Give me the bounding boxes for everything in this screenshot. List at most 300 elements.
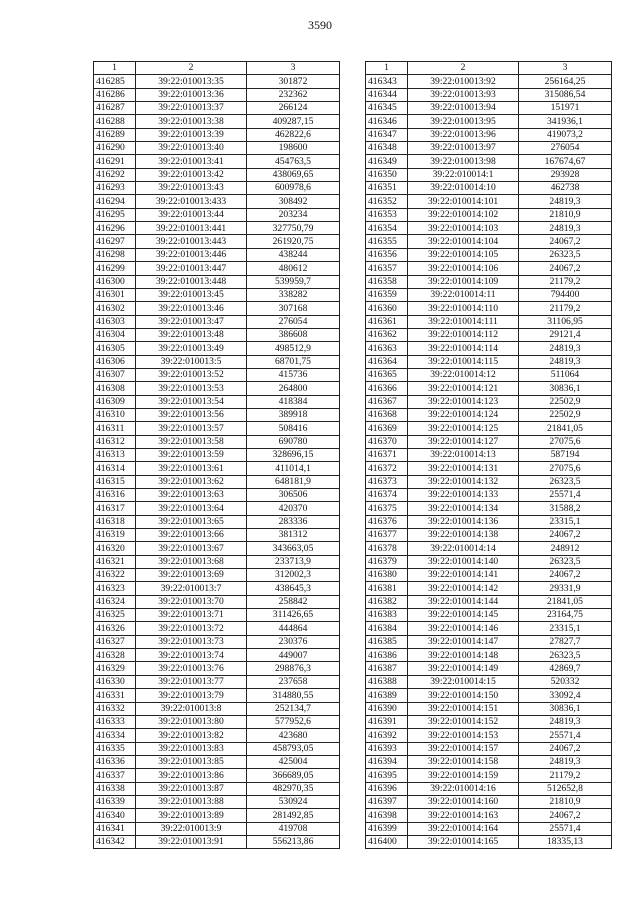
right-table xyxy=(365,61,612,849)
table-row xyxy=(94,422,340,435)
value-cell: 256164,25 xyxy=(519,75,612,88)
value-cell: 508416 xyxy=(247,422,340,435)
row-number-cell: 416338 xyxy=(94,782,136,795)
table-row xyxy=(366,288,612,301)
value-cell: 308492 xyxy=(247,195,340,208)
row-number-cell: 416334 xyxy=(94,729,136,742)
table-row xyxy=(94,702,340,715)
value-cell: 420370 xyxy=(247,502,340,515)
table-row xyxy=(94,102,340,115)
value-cell: 258842 xyxy=(247,595,340,608)
table-row xyxy=(94,195,340,208)
table-row xyxy=(366,689,612,702)
table-row xyxy=(366,729,612,742)
table-row xyxy=(366,769,612,782)
cadastral-number-cell: 39:22:010013:97 xyxy=(408,142,519,155)
row-number-cell: 416332 xyxy=(94,702,136,715)
value-cell: 577952,6 xyxy=(247,715,340,728)
cadastral-number-cell: 39:22:010013:98 xyxy=(408,155,519,168)
cadastral-number-cell: 39:22:010013:86 xyxy=(136,769,247,782)
value-cell: 68701,75 xyxy=(247,355,340,368)
row-number-cell: 416318 xyxy=(94,515,136,528)
row-number-cell: 416309 xyxy=(94,395,136,408)
column-header: 3 xyxy=(247,62,340,75)
table-row xyxy=(366,75,612,88)
cadastral-number-cell: 39:22:010014:14 xyxy=(408,542,519,555)
table-row xyxy=(366,555,612,568)
value-cell: 389918 xyxy=(247,408,340,421)
table-row xyxy=(366,675,612,688)
cadastral-number-cell: 39:22:010014:124 xyxy=(408,408,519,421)
cadastral-number-cell: 39:22:010013:63 xyxy=(136,489,247,502)
cadastral-number-cell: 39:22:010013:47 xyxy=(136,315,247,328)
table-row xyxy=(94,689,340,702)
cadastral-number-cell: 39:22:010014:110 xyxy=(408,302,519,315)
row-number-cell: 416371 xyxy=(366,448,408,461)
cadastral-number-cell: 39:22:010013:96 xyxy=(408,128,519,141)
cadastral-number-cell: 39:22:010013:5 xyxy=(136,355,247,368)
cadastral-number-cell: 39:22:010014:103 xyxy=(408,222,519,235)
value-cell: 24067,2 xyxy=(519,742,612,755)
value-cell: 386608 xyxy=(247,328,340,341)
row-number-cell: 416376 xyxy=(366,515,408,528)
value-cell: 381312 xyxy=(247,529,340,542)
cadastral-number-cell: 39:22:010013:67 xyxy=(136,542,247,555)
value-cell: 167674,67 xyxy=(519,155,612,168)
cadastral-number-cell: 39:22:010013:35 xyxy=(136,75,247,88)
table-row xyxy=(94,782,340,795)
table-row xyxy=(366,582,612,595)
table-row xyxy=(94,742,340,755)
value-cell: 237658 xyxy=(247,675,340,688)
cadastral-number-cell: 39:22:010014:13 xyxy=(408,448,519,461)
value-cell: 264800 xyxy=(247,382,340,395)
value-cell: 315086,54 xyxy=(519,88,612,101)
value-cell: 411014,1 xyxy=(247,462,340,475)
row-number-cell: 416336 xyxy=(94,755,136,768)
table-row xyxy=(94,128,340,141)
cadastral-number-cell: 39:22:010013:45 xyxy=(136,288,247,301)
row-number-cell: 416400 xyxy=(366,835,408,848)
row-number-cell: 416387 xyxy=(366,662,408,675)
row-number-cell: 416299 xyxy=(94,262,136,275)
table-row xyxy=(366,649,612,662)
row-number-cell: 416286 xyxy=(94,88,136,101)
row-number-cell: 416306 xyxy=(94,355,136,368)
value-cell: 276054 xyxy=(519,142,612,155)
table-row xyxy=(94,462,340,475)
table-row xyxy=(366,622,612,635)
row-number-cell: 416320 xyxy=(94,542,136,555)
value-cell: 29331,9 xyxy=(519,582,612,595)
table-row xyxy=(366,529,612,542)
cadastral-number-cell: 39:22:010013:9 xyxy=(136,822,247,835)
row-number-cell: 416327 xyxy=(94,635,136,648)
value-cell: 248912 xyxy=(519,542,612,555)
row-number-cell: 416375 xyxy=(366,502,408,515)
value-cell: 31588,2 xyxy=(519,502,612,515)
column-header: 2 xyxy=(408,62,519,75)
row-number-cell: 416368 xyxy=(366,408,408,421)
table-row xyxy=(366,262,612,275)
value-cell: 24067,2 xyxy=(519,235,612,248)
value-cell: 276054 xyxy=(247,315,340,328)
table-row xyxy=(366,88,612,101)
row-number-cell: 416373 xyxy=(366,475,408,488)
table-row xyxy=(94,569,340,582)
value-cell: 587194 xyxy=(519,448,612,461)
row-number-cell: 416383 xyxy=(366,609,408,622)
table-row xyxy=(366,795,612,808)
row-number-cell: 416361 xyxy=(366,315,408,328)
row-number-cell: 416369 xyxy=(366,422,408,435)
value-cell: 30836,1 xyxy=(519,702,612,715)
cadastral-number-cell: 39:22:010013:91 xyxy=(136,835,247,848)
cadastral-number-cell: 39:22:010013:71 xyxy=(136,609,247,622)
table-row xyxy=(366,368,612,381)
cadastral-number-cell: 39:22:010013:77 xyxy=(136,675,247,688)
table-row xyxy=(366,395,612,408)
row-number-cell: 416364 xyxy=(366,355,408,368)
cadastral-number-cell: 39:22:010014:141 xyxy=(408,569,519,582)
value-cell: 24819,3 xyxy=(519,222,612,235)
column-header: 2 xyxy=(136,62,247,75)
row-number-cell: 416358 xyxy=(366,275,408,288)
cadastral-number-cell: 39:22:010014:121 xyxy=(408,382,519,395)
table-row xyxy=(366,302,612,315)
table-row xyxy=(366,222,612,235)
row-number-cell: 416344 xyxy=(366,88,408,101)
cadastral-number-cell: 39:22:010014:164 xyxy=(408,822,519,835)
cadastral-number-cell: 39:22:010014:151 xyxy=(408,702,519,715)
table-row xyxy=(366,422,612,435)
row-number-cell: 416312 xyxy=(94,435,136,448)
row-number-cell: 416351 xyxy=(366,182,408,195)
value-cell: 462738 xyxy=(519,182,612,195)
page-number: 3590 xyxy=(308,18,332,32)
value-cell: 18335,13 xyxy=(519,835,612,848)
table-row xyxy=(94,328,340,341)
row-number-cell: 416353 xyxy=(366,208,408,221)
row-number-cell: 416396 xyxy=(366,782,408,795)
row-number-cell: 416302 xyxy=(94,302,136,315)
cadastral-number-cell: 39:22:010013:87 xyxy=(136,782,247,795)
cadastral-number-cell: 39:22:010013:53 xyxy=(136,382,247,395)
cadastral-number-cell: 39:22:010013:40 xyxy=(136,142,247,155)
table-row xyxy=(94,448,340,461)
table-row xyxy=(366,755,612,768)
cadastral-number-cell: 39:22:010014:138 xyxy=(408,529,519,542)
cadastral-number-cell: 39:22:010014:132 xyxy=(408,475,519,488)
cadastral-number-cell: 39:22:010013:36 xyxy=(136,88,247,101)
value-cell: 454763,5 xyxy=(247,155,340,168)
row-number-cell: 416323 xyxy=(94,582,136,595)
value-cell: 690780 xyxy=(247,435,340,448)
table-row xyxy=(366,489,612,502)
table-row xyxy=(366,609,612,622)
row-number-cell: 416346 xyxy=(366,115,408,128)
cadastral-number-cell: 39:22:010013:85 xyxy=(136,755,247,768)
cadastral-number-cell: 39:22:010013:43 xyxy=(136,182,247,195)
column-header: 1 xyxy=(366,62,408,75)
cadastral-number-cell: 39:22:010014:148 xyxy=(408,649,519,662)
table-row xyxy=(94,302,340,315)
row-number-cell: 416360 xyxy=(366,302,408,315)
table-row xyxy=(94,622,340,635)
table-row xyxy=(366,822,612,835)
cadastral-number-cell: 39:22:010014:165 xyxy=(408,835,519,848)
table-row xyxy=(366,128,612,141)
value-cell: 21179,2 xyxy=(519,302,612,315)
row-number-cell: 416339 xyxy=(94,795,136,808)
value-cell: 21179,2 xyxy=(519,769,612,782)
value-cell: 438069,65 xyxy=(247,168,340,181)
value-cell: 23315,1 xyxy=(519,622,612,635)
row-number-cell: 416293 xyxy=(94,182,136,195)
table-row xyxy=(94,649,340,662)
table-row xyxy=(94,395,340,408)
table-row xyxy=(94,675,340,688)
value-cell: 24067,2 xyxy=(519,262,612,275)
row-number-cell: 416307 xyxy=(94,368,136,381)
cadastral-number-cell: 39:22:010013:62 xyxy=(136,475,247,488)
cadastral-number-cell: 39:22:010013:48 xyxy=(136,328,247,341)
row-number-cell: 416342 xyxy=(94,835,136,848)
row-number-cell: 416381 xyxy=(366,582,408,595)
cadastral-number-cell: 39:22:010013:448 xyxy=(136,275,247,288)
row-number-cell: 416331 xyxy=(94,689,136,702)
value-cell: 418384 xyxy=(247,395,340,408)
value-cell: 556213,86 xyxy=(247,835,340,848)
table-row xyxy=(366,502,612,515)
cadastral-number-cell: 39:22:010014:136 xyxy=(408,515,519,528)
value-cell: 24819,3 xyxy=(519,715,612,728)
cadastral-number-cell: 39:22:010014:16 xyxy=(408,782,519,795)
row-number-cell: 416298 xyxy=(94,248,136,261)
table-row xyxy=(366,662,612,675)
cadastral-number-cell: 39:22:010014:105 xyxy=(408,248,519,261)
value-cell: 42869,7 xyxy=(519,662,612,675)
table-row xyxy=(94,235,340,248)
table-row xyxy=(366,142,612,155)
value-cell: 198600 xyxy=(247,142,340,155)
value-cell: 27827,7 xyxy=(519,635,612,648)
value-cell: 26323,5 xyxy=(519,475,612,488)
row-number-cell: 416295 xyxy=(94,208,136,221)
value-cell: 24819,3 xyxy=(519,755,612,768)
value-cell: 438244 xyxy=(247,248,340,261)
cadastral-number-cell: 39:22:010014:152 xyxy=(408,715,519,728)
cadastral-number-cell: 39:22:010014:12 xyxy=(408,368,519,381)
table-row xyxy=(366,102,612,115)
value-cell: 24819,3 xyxy=(519,355,612,368)
value-cell: 26323,5 xyxy=(519,555,612,568)
cadastral-number-cell: 39:22:010013:441 xyxy=(136,222,247,235)
cadastral-number-cell: 39:22:010013:44 xyxy=(136,208,247,221)
table-header-row xyxy=(366,62,612,75)
row-number-cell: 416311 xyxy=(94,422,136,435)
cadastral-number-cell: 39:22:010013:59 xyxy=(136,448,247,461)
value-cell: 21179,2 xyxy=(519,275,612,288)
value-cell: 419708 xyxy=(247,822,340,835)
row-number-cell: 416386 xyxy=(366,649,408,662)
left-table xyxy=(93,61,340,849)
cadastral-number-cell: 39:22:010013:93 xyxy=(408,88,519,101)
value-cell: 327750,79 xyxy=(247,222,340,235)
table-row xyxy=(94,155,340,168)
row-number-cell: 416382 xyxy=(366,595,408,608)
cadastral-number-cell: 39:22:010014:114 xyxy=(408,342,519,355)
row-number-cell: 416372 xyxy=(366,462,408,475)
table-row xyxy=(94,75,340,88)
cadastral-number-cell: 39:22:010014:160 xyxy=(408,795,519,808)
row-number-cell: 416343 xyxy=(366,75,408,88)
row-number-cell: 416366 xyxy=(366,382,408,395)
cadastral-number-cell: 39:22:010013:69 xyxy=(136,569,247,582)
value-cell: 25571,4 xyxy=(519,489,612,502)
table-row xyxy=(94,368,340,381)
cadastral-number-cell: 39:22:010013:58 xyxy=(136,435,247,448)
table-row xyxy=(94,342,340,355)
row-number-cell: 416294 xyxy=(94,195,136,208)
cadastral-number-cell: 39:22:010014:146 xyxy=(408,622,519,635)
cadastral-number-cell: 39:22:010013:83 xyxy=(136,742,247,755)
table-row xyxy=(94,769,340,782)
row-number-cell: 416362 xyxy=(366,328,408,341)
row-number-cell: 416349 xyxy=(366,155,408,168)
row-number-cell: 416285 xyxy=(94,75,136,88)
row-number-cell: 416345 xyxy=(366,102,408,115)
table-row xyxy=(366,635,612,648)
cadastral-number-cell: 39:22:010014:104 xyxy=(408,235,519,248)
cadastral-number-cell: 39:22:010014:111 xyxy=(408,315,519,328)
table-row xyxy=(94,142,340,155)
cadastral-number-cell: 39:22:010013:76 xyxy=(136,662,247,675)
column-header: 3 xyxy=(519,62,612,75)
row-number-cell: 416384 xyxy=(366,622,408,635)
row-number-cell: 416288 xyxy=(94,115,136,128)
row-number-cell: 416352 xyxy=(366,195,408,208)
table-row xyxy=(366,715,612,728)
table-row xyxy=(94,795,340,808)
cadastral-number-cell: 39:22:010013:66 xyxy=(136,529,247,542)
value-cell: 341936,1 xyxy=(519,115,612,128)
row-number-cell: 416314 xyxy=(94,462,136,475)
cadastral-number-cell: 39:22:010013:57 xyxy=(136,422,247,435)
table-row xyxy=(366,515,612,528)
table-row xyxy=(94,515,340,528)
value-cell: 338282 xyxy=(247,288,340,301)
value-cell: 306506 xyxy=(247,489,340,502)
row-number-cell: 416355 xyxy=(366,235,408,248)
cadastral-number-cell: 39:22:010013:72 xyxy=(136,622,247,635)
value-cell: 438645,3 xyxy=(247,582,340,595)
table-row xyxy=(366,835,612,848)
value-cell: 33092,4 xyxy=(519,689,612,702)
table-row xyxy=(94,382,340,395)
value-cell: 24067,2 xyxy=(519,529,612,542)
value-cell: 366689,05 xyxy=(247,769,340,782)
cadastral-number-cell: 39:22:010014:159 xyxy=(408,769,519,782)
cadastral-number-cell: 39:22:010014:15 xyxy=(408,675,519,688)
cadastral-number-cell: 39:22:010013:65 xyxy=(136,515,247,528)
row-number-cell: 416305 xyxy=(94,342,136,355)
table-row xyxy=(366,448,612,461)
cadastral-number-cell: 39:22:010014:133 xyxy=(408,489,519,502)
row-number-cell: 416397 xyxy=(366,795,408,808)
row-number-cell: 416380 xyxy=(366,569,408,582)
value-cell: 419073,2 xyxy=(519,128,612,141)
row-number-cell: 416291 xyxy=(94,155,136,168)
row-number-cell: 416321 xyxy=(94,555,136,568)
cadastral-number-cell: 39:22:010014:125 xyxy=(408,422,519,435)
cadastral-number-cell: 39:22:010013:89 xyxy=(136,809,247,822)
cadastral-number-cell: 39:22:010014:1 xyxy=(408,168,519,181)
value-cell: 266124 xyxy=(247,102,340,115)
table-row xyxy=(366,382,612,395)
table-row xyxy=(366,208,612,221)
table-row xyxy=(366,542,612,555)
right-table-body xyxy=(366,75,612,849)
table-row xyxy=(94,315,340,328)
cadastral-number-cell: 39:22:010014:149 xyxy=(408,662,519,675)
row-number-cell: 416330 xyxy=(94,675,136,688)
table-row xyxy=(366,408,612,421)
row-number-cell: 416354 xyxy=(366,222,408,235)
cadastral-number-cell: 39:22:010014:140 xyxy=(408,555,519,568)
row-number-cell: 416300 xyxy=(94,275,136,288)
cadastral-number-cell: 39:22:010013:446 xyxy=(136,248,247,261)
row-number-cell: 416348 xyxy=(366,142,408,155)
row-number-cell: 416385 xyxy=(366,635,408,648)
cadastral-number-cell: 39:22:010014:142 xyxy=(408,582,519,595)
table-row xyxy=(94,168,340,181)
cadastral-number-cell: 39:22:010013:56 xyxy=(136,408,247,421)
cadastral-number-cell: 39:22:010013:433 xyxy=(136,195,247,208)
value-cell: 27075,6 xyxy=(519,435,612,448)
cadastral-number-cell: 39:22:010013:74 xyxy=(136,649,247,662)
row-number-cell: 416303 xyxy=(94,315,136,328)
value-cell: 530924 xyxy=(247,795,340,808)
row-number-cell: 416290 xyxy=(94,142,136,155)
value-cell: 298876,3 xyxy=(247,662,340,675)
row-number-cell: 416370 xyxy=(366,435,408,448)
cadastral-number-cell: 39:22:010014:102 xyxy=(408,208,519,221)
row-number-cell: 416356 xyxy=(366,248,408,261)
cadastral-number-cell: 39:22:010014:127 xyxy=(408,435,519,448)
row-number-cell: 416310 xyxy=(94,408,136,421)
table-row xyxy=(94,275,340,288)
table-row xyxy=(366,182,612,195)
value-cell: 24819,3 xyxy=(519,195,612,208)
column-header: 1 xyxy=(94,62,136,75)
row-number-cell: 416398 xyxy=(366,809,408,822)
value-cell: 21841,05 xyxy=(519,422,612,435)
table-row xyxy=(366,782,612,795)
value-cell: 30836,1 xyxy=(519,382,612,395)
table-row xyxy=(94,355,340,368)
value-cell: 480612 xyxy=(247,262,340,275)
table-row xyxy=(366,475,612,488)
value-cell: 281492,85 xyxy=(247,809,340,822)
row-number-cell: 416365 xyxy=(366,368,408,381)
cadastral-number-cell: 39:22:010014:145 xyxy=(408,609,519,622)
value-cell: 24067,2 xyxy=(519,809,612,822)
table-row xyxy=(94,115,340,128)
table-row xyxy=(94,729,340,742)
value-cell: 26323,5 xyxy=(519,649,612,662)
value-cell: 794400 xyxy=(519,288,612,301)
